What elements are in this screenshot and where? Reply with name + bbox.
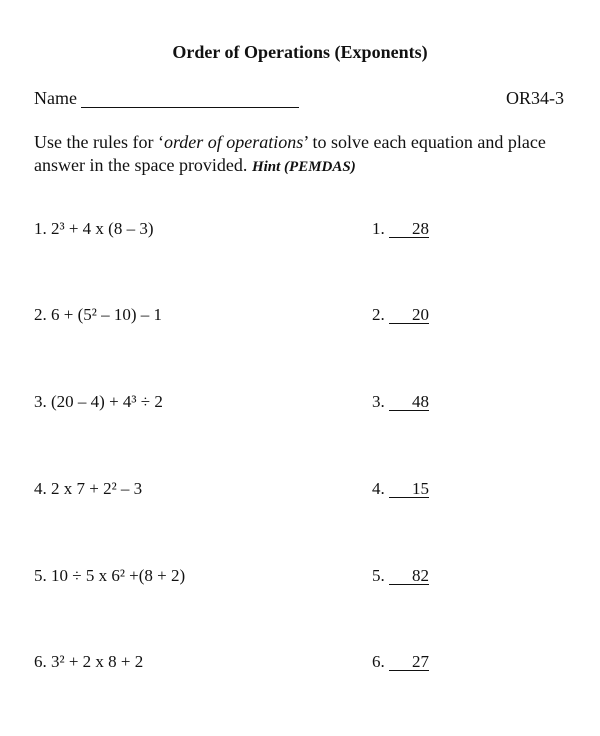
problem-expression: 6 + (5² – 10) – 1 [51, 305, 163, 324]
answer-number: 5. [372, 566, 385, 585]
problem-expression: 3² + 2 x 8 + 2 [51, 652, 144, 671]
answer-3 [372, 392, 429, 412]
answer-4 [372, 479, 429, 499]
worksheet-title: Order of Operations (Exponents) [172, 42, 428, 62]
answer-number: 2. [372, 305, 385, 324]
answer-number: 4. [372, 479, 385, 498]
answer-2 [372, 305, 429, 325]
problem-expression: 2 x 7 + 2² – 3 [51, 479, 143, 498]
problem-5 [34, 566, 185, 586]
answer-number: 1. [372, 219, 385, 238]
answer-number: 6. [372, 652, 385, 671]
answer-value[interactable]: 15 [389, 480, 429, 498]
name-blank-line[interactable] [81, 107, 299, 108]
problem-number: 2. [34, 305, 47, 324]
problem-number: 6. [34, 652, 47, 671]
answer-value[interactable]: 27 [389, 653, 429, 671]
problem-4 [34, 479, 142, 499]
answer-value[interactable]: 48 [389, 393, 429, 411]
answer-number: 3. [372, 392, 385, 411]
instructions-italic: order of operations [163, 132, 304, 152]
name-row [34, 88, 564, 109]
instructions [34, 131, 579, 179]
name-label: Name [34, 88, 77, 108]
problem-expression: (20 – 4) + 4³ ÷ 2 [51, 392, 163, 411]
problem-number: 4. [34, 479, 47, 498]
problem-3 [34, 392, 163, 412]
problem-number: 1. [34, 219, 47, 238]
answer-6 [372, 652, 429, 672]
answer-value[interactable]: 20 [389, 306, 429, 324]
answer-1 [372, 219, 429, 239]
problem-number: 3. [34, 392, 47, 411]
problem-6 [34, 652, 143, 672]
answer-value[interactable]: 82 [389, 567, 429, 585]
hint-text: Hint (PEMDAS) [251, 159, 356, 175]
instructions-text-2: ’ to solve each equation and place answer in the space provided. [34, 132, 546, 175]
problem-number: 5. [34, 566, 47, 585]
worksheet-code: OR34-3 [506, 88, 564, 108]
problem-2 [34, 305, 162, 325]
problem-expression: 2³ + 4 x (8 – 3) [51, 219, 154, 238]
instructions-text-1: Use the rules for ‘ [34, 132, 164, 152]
answer-5 [372, 566, 429, 586]
problem-1 [34, 219, 154, 239]
answer-value[interactable]: 28 [389, 220, 429, 238]
problem-expression: 10 ÷ 5 x 6² +(8 + 2) [51, 566, 186, 585]
